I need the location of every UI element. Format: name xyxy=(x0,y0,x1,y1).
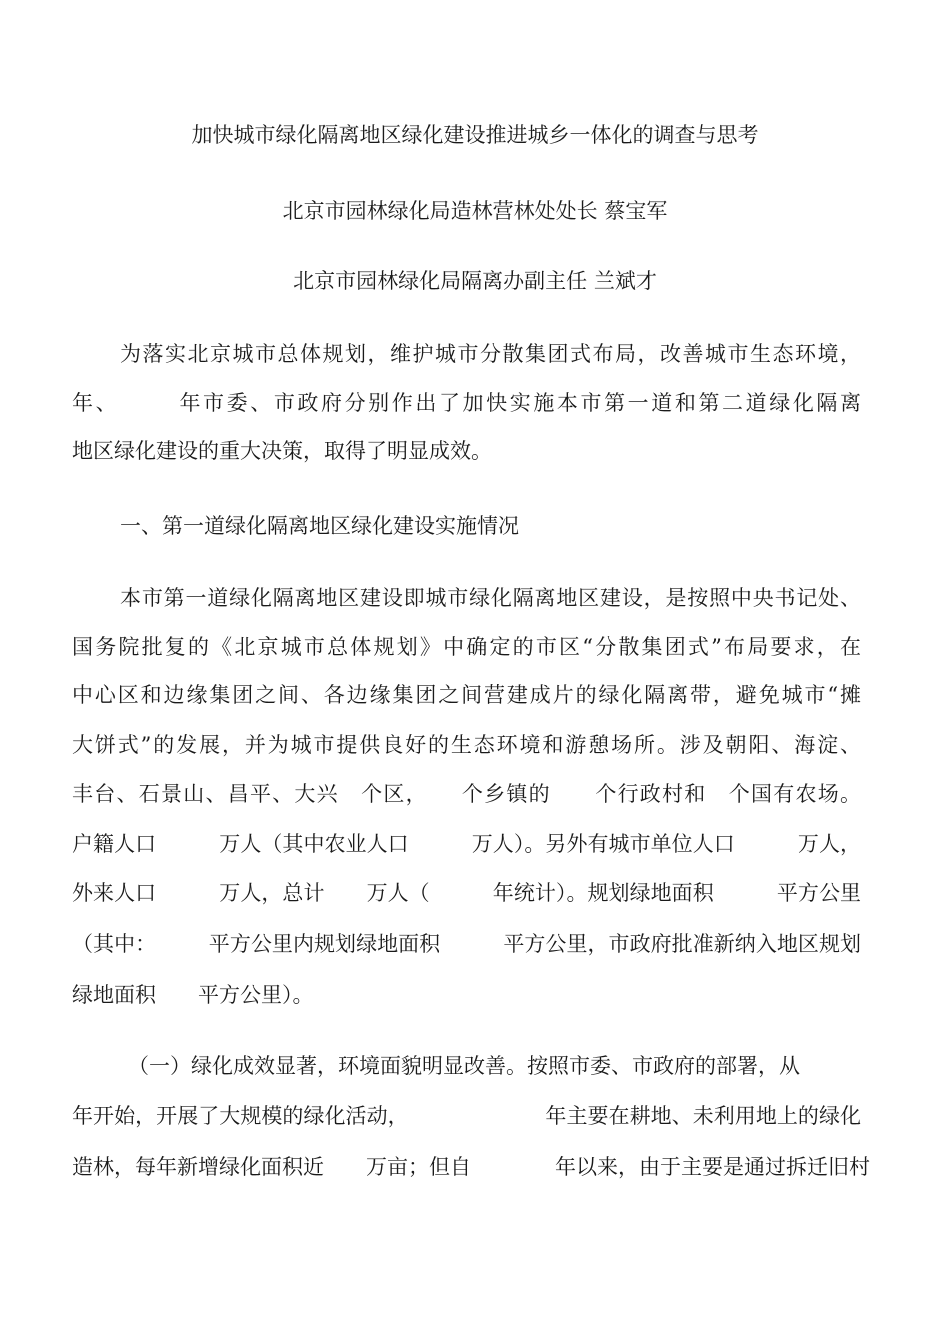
paragraph-line: 中心区和边缘集团之间、各边缘集团之间营建成片的绿化隔离带，避免城市“摊 xyxy=(72,683,861,707)
author-line: 北京市园林绿化局造林营林处处长 蔡宝军 xyxy=(282,199,668,223)
paragraph-line: 户籍人口 万人（其中农业人口 万人）。另外有城市单位人口 万人， xyxy=(72,832,861,856)
paragraph-line: 丰台、石景山、昌平、大兴 个区， 个乡镇的 个行政村和 个国有农场。 xyxy=(72,782,861,806)
intro-line: 年、 年市委、市政府分别作出了加快实施本市第一道和第二道绿化隔离 xyxy=(72,391,861,415)
paragraph-line: 外来人口 万人，总计 万人（ 年统计）。规划绿地面积 平方公里 xyxy=(72,881,861,905)
author-line: 北京市园林绿化局隔离办副主任 兰斌才 xyxy=(293,269,657,293)
paragraph-line: （其中： 平方公里内规划绿地面积 平方公里，市政府批准新纳入地区规划 xyxy=(72,932,861,956)
subsection-line: （一）绿化成效显著，环境面貌明显改善。按照市委、市政府的部署，从 xyxy=(128,1054,800,1078)
paragraph-line: 本市第一道绿化隔离地区建设即城市绿化隔离地区建设，是按照中央书记处、 xyxy=(120,586,861,610)
intro-line: 为落实北京城市总体规划，维护城市分散集团式布局，改善城市生态环境， xyxy=(120,342,861,366)
subsection-line: 造林，每年新增绿化面积近 万亩；但自 年以来，由于主要是通过拆迁旧村 xyxy=(72,1155,870,1179)
page-title: 加快城市绿化隔离地区绿化建设推进城乡一体化的调查与思考 xyxy=(191,123,759,147)
intro-line: 地区绿化建设的重大决策，取得了明显成效。 xyxy=(72,439,492,463)
paragraph-line: 大饼式”的发展，并为城市提供良好的生态环境和游憩场所。涉及朝阳、海淀、 xyxy=(72,733,861,757)
subsection-line: 年开始，开展了大规模的绿化活动， 年主要在耕地、未利用地上的绿化 xyxy=(72,1104,861,1128)
paragraph-line: 国务院批复的《北京城市总体规划》中确定的市区“分散集团式”布局要求，在 xyxy=(72,635,861,659)
paragraph-line: 绿地面积 平方公里）。 xyxy=(72,983,314,1007)
section-heading: 一、第一道绿化隔离地区绿化建设实施情况 xyxy=(120,514,519,538)
